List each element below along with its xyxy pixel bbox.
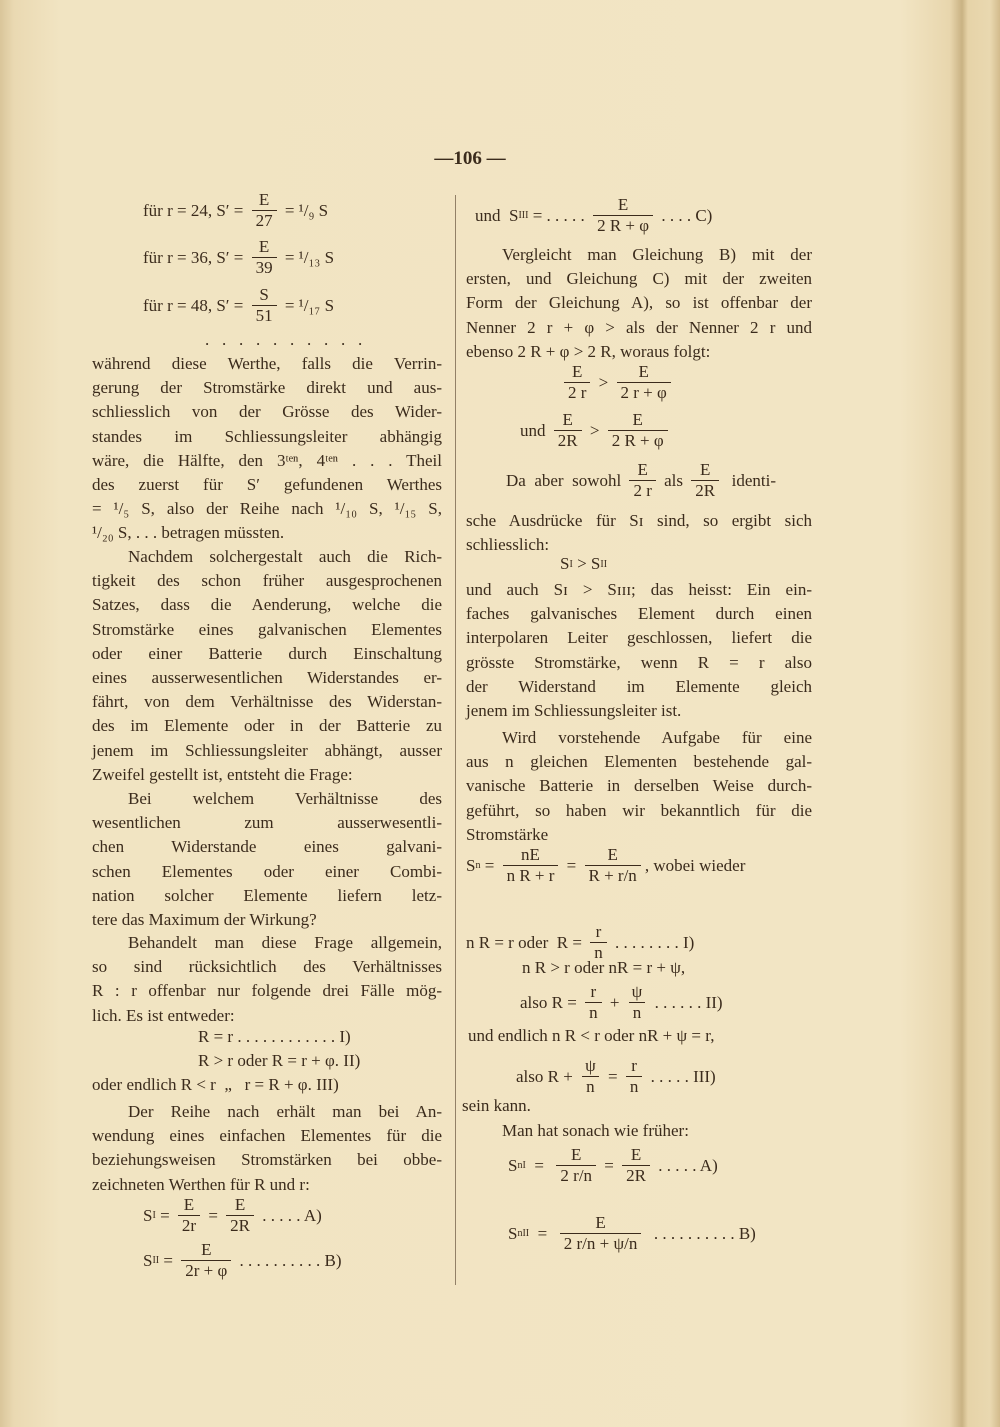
text-line: Wird vorstehende Aufgabe für eine [502, 728, 812, 747]
formula-text: identi- [723, 470, 776, 490]
fraction [252, 190, 277, 231]
text-line: so sind rücksichtlich des Verhältnisses [92, 957, 442, 977]
text-line: des im Elemente oder in der Batterie zu [92, 716, 442, 736]
subscript: nI [517, 1160, 526, 1171]
fraction [593, 195, 653, 236]
formula-text: > S [572, 554, 601, 573]
formula-text: S [466, 855, 476, 875]
text-line: wäre, die Hälfte, den 3ᵗᵉⁿ, 4ᵗᵉⁿ . . . Theil [92, 450, 442, 470]
denominator: 2 r/n [556, 1165, 596, 1186]
numerator: E [637, 460, 648, 479]
paragraph [466, 509, 812, 557]
denominator: 2 r + φ [617, 382, 671, 403]
formula-text: = [603, 1066, 622, 1086]
numerator: E [617, 195, 629, 214]
fraction [556, 1145, 596, 1186]
text-line: jenem im Schliessungsleiter ist. [466, 700, 682, 720]
text-line: grösste Stromstärke, wenn R = r also [466, 652, 812, 672]
formula-text: für r = 36, S′ = [143, 247, 248, 267]
denominator: 2 r/n + ψ/n [560, 1233, 642, 1254]
denominator: 2 R + φ [608, 430, 668, 451]
text-line: schliesslich von der Grösse des Wider- [92, 402, 442, 422]
numerator: E [607, 845, 618, 864]
text-line: Satzes, dass die Aenderung, welche die [92, 595, 442, 615]
formula-text: = [155, 1205, 174, 1225]
text-line: faches galvanisches Element durch einen [466, 604, 812, 624]
formula [475, 195, 712, 236]
formula-text: = [525, 1155, 553, 1175]
formula [468, 1026, 714, 1046]
column-divider [455, 195, 456, 1285]
paragraph [92, 352, 442, 546]
formula-text: . . . . . . II) [650, 992, 723, 1012]
formula-text: für r = 24, S′ = [143, 200, 248, 220]
paragraph [92, 1100, 442, 1197]
numerator: E [258, 237, 270, 256]
denominator: 2 r [629, 480, 655, 501]
numerator: E [571, 1145, 582, 1164]
numerator: E [699, 460, 711, 479]
formula-text: S [143, 1205, 153, 1225]
fraction [585, 982, 602, 1023]
denominator: n R + r [503, 865, 559, 886]
text-line: standes im Schliessungsleiter abhängig [92, 426, 442, 446]
numerator: E [201, 1240, 212, 1259]
numerator: E [258, 190, 270, 209]
text-line: schliesslich: [466, 535, 550, 555]
numerator: E [183, 1195, 195, 1214]
numerator: r [595, 922, 602, 941]
formula-text: = ¹/₁₇ S [280, 295, 335, 315]
formula [143, 190, 328, 231]
formula-text: und endlich n R < r oder nR + ψ = r, [468, 1026, 715, 1045]
formula-text: , wobei wieder [644, 855, 746, 875]
numerator: r [590, 982, 597, 1001]
text-line: ersten, und Gleichung C) mit der zweiten [466, 269, 812, 289]
text-line: schen Elementes oder einer Combi- [92, 861, 442, 881]
text-line: Man hat sonach wie früher: [502, 1121, 689, 1140]
formula-text: also R + [516, 1066, 578, 1086]
fraction [564, 362, 590, 403]
text-line: und auch Sɪ > Sɪɪɪ; das heisst: Ein ein- [466, 580, 812, 599]
formula [516, 1056, 716, 1097]
text-line: nation solcher Elemente liefern letz- [92, 885, 442, 905]
fraction [252, 285, 277, 326]
fraction [560, 1213, 642, 1254]
denominator: n [629, 1002, 646, 1023]
numerator: S [259, 285, 269, 304]
formula-text: = [529, 1223, 556, 1243]
formula-text: . . . . . . . . . . B) [235, 1250, 342, 1270]
fraction [178, 1195, 200, 1236]
numerator: ψ [631, 982, 643, 1001]
denominator: n [582, 1076, 599, 1097]
text-line: gerung der Stromstärke direkt und aus- [92, 378, 442, 398]
text-line: sche Ausdrücke für Sɪ sind, so ergibt sich [466, 511, 812, 530]
denominator: 2R [554, 430, 582, 451]
formula [508, 1145, 718, 1186]
fraction [628, 982, 647, 1023]
subscript: III [518, 210, 529, 221]
text-line: vanische Batterie in derselben Weise durch- [466, 776, 812, 796]
fraction [622, 1145, 650, 1186]
formula [143, 1195, 322, 1236]
text-line: jenem im Schliessungsleiter abhängt, ausser [92, 740, 442, 760]
text-line: beziehungsweisen Stromstärken bei obbe- [92, 1150, 442, 1170]
fraction [629, 460, 655, 501]
text-line: Vergleicht man Gleichung B) mit der [502, 245, 812, 264]
formula [520, 410, 672, 451]
text-line: wendung eines einfachen Elementes für die [92, 1126, 442, 1146]
formula-text: . . . . . III) [646, 1066, 716, 1086]
subscript: I [152, 1210, 156, 1221]
formula-text: + [605, 992, 624, 1012]
formula-text: als [659, 470, 688, 490]
denominator: 51 [252, 305, 277, 326]
formula-text: und [520, 420, 550, 440]
text-line: eines ausserwesentlichen Widerstandes er- [92, 667, 442, 687]
subscript: nII [517, 1228, 530, 1239]
formula-text: n R = r oder R = [466, 932, 587, 952]
fraction [554, 410, 582, 451]
text-line: zeichneten Werthen für R und r: [92, 1174, 310, 1194]
text-line: lich. Es ist entweder: [92, 1005, 235, 1025]
formula-text: = ¹/₁₃ S [280, 247, 335, 267]
text-line: Behandelt man diese Frage allgemein, [128, 933, 442, 952]
text-line: chen Widerstande eines galvani- [92, 837, 442, 857]
formula-text: = ¹/₉ S [280, 200, 329, 220]
fraction [581, 1056, 600, 1097]
text-line: sein kann. [462, 1096, 531, 1115]
formula-text: . . . . C) [657, 205, 713, 225]
denominator: n [585, 1002, 602, 1023]
text-line: Stromstärke [466, 824, 549, 844]
formula [522, 958, 685, 978]
paragraph [92, 545, 442, 787]
text-line: Form der Gleichung A), so ist offenbar der [466, 293, 812, 313]
fraction [226, 1195, 254, 1236]
text-line: tere das Maximum der Wirkung? [92, 909, 317, 929]
formula-text: n R > r oder nR = r + ψ, [522, 958, 686, 977]
formula-text: also R = [520, 992, 582, 1012]
paragraph [462, 1094, 808, 1118]
denominator: 2r + φ [181, 1260, 231, 1281]
formula-text: R = r . . . . . . . . . . . . I) [198, 1027, 351, 1046]
denominator: 2R [622, 1165, 650, 1186]
formula-text: = [480, 855, 499, 875]
formula-text: > [585, 420, 604, 440]
formula-text: R > r oder R = r + φ. II) [198, 1051, 361, 1070]
text-line: des zuerst für S′ gefundenen Werthes [92, 474, 442, 494]
text-line: Der Reihe nach erhält man bei An- [128, 1102, 442, 1121]
formula-text: . . . . . . . . . . [205, 330, 363, 349]
subscript: II [600, 558, 608, 570]
text-line: wesentlichen zum ausserwesentli- [92, 813, 442, 833]
formula [520, 982, 723, 1023]
formula-text: S [560, 554, 570, 573]
text-line: fährt, von dem Verhältnisse des Widerstan- [92, 692, 442, 712]
fraction [181, 1240, 231, 1281]
formula-text: = [600, 1155, 619, 1175]
formula [143, 1240, 342, 1281]
fraction [585, 845, 641, 886]
text-line: Zweifel gestellt ist, entsteht die Frage: [92, 764, 353, 784]
denominator: 27 [252, 210, 277, 231]
text-line: Stromstärke eines galvanischen Elementes [92, 619, 442, 639]
formula-text: S [143, 1250, 153, 1270]
denominator: n [626, 1076, 643, 1097]
formula-text: . . . . . . . . . . B) [645, 1223, 756, 1243]
formula-text: = [204, 1205, 223, 1225]
text-line: während diese Werthe, falls die Verrin- [92, 354, 442, 373]
paragraph [92, 787, 442, 932]
formula [92, 1075, 339, 1095]
paragraph [92, 931, 442, 1028]
text-line: ebenso 2 R + φ > 2 R, woraus folgt: [466, 341, 711, 361]
paragraph [466, 243, 812, 364]
text-line: geführt, so haben wir bekanntlich für die [466, 800, 812, 820]
fraction [590, 922, 607, 963]
denominator: 2R [691, 480, 719, 501]
subscript: n [475, 860, 481, 871]
text-line: oder einer Batterie durch Einschaltung [92, 643, 442, 663]
numerator: E [638, 362, 649, 381]
formula-text: = [562, 855, 581, 875]
denominator: 2 R + φ [593, 215, 653, 236]
formula [143, 237, 334, 278]
formula [198, 1051, 360, 1071]
formula-text: . . . . . A) [653, 1155, 718, 1175]
formula-text: für r = 48, S′ = [143, 295, 248, 315]
denominator: 2R [226, 1215, 254, 1236]
numerator: r [631, 1056, 637, 1075]
fraction [503, 845, 559, 886]
fraction [691, 460, 719, 501]
fraction [617, 362, 671, 403]
paragraph [466, 578, 812, 723]
paragraph [466, 726, 812, 847]
text-line: ¹/₂₀ S, . . . betragen müssten. [92, 523, 285, 543]
denominator: R + r/n [585, 865, 641, 886]
formula [560, 554, 607, 574]
denominator: 2r [178, 1215, 200, 1236]
formula-text: = [159, 1250, 178, 1270]
paragraph [502, 1119, 802, 1143]
formula [508, 1213, 756, 1254]
text-line: tigkeit des schon früher ausgesprochenen [92, 571, 442, 591]
numerator: E [632, 410, 643, 429]
formula [560, 362, 675, 403]
numerator: nE [521, 845, 540, 864]
numerator: E [595, 1213, 606, 1232]
denominator: 39 [252, 257, 277, 278]
formula-text: und S [475, 205, 519, 225]
fraction [252, 237, 277, 278]
formula-text: Da aber sowohl [506, 470, 626, 490]
text-line: Nenner 2 r + φ > als der Nenner 2 r und [466, 317, 812, 337]
formula-text: S [508, 1223, 518, 1243]
numerator: E [572, 362, 583, 381]
formula-text: S [508, 1155, 518, 1175]
formula-text: . . . . . A) [258, 1205, 322, 1225]
subscript: I [569, 558, 573, 570]
formula [506, 460, 776, 501]
formula [466, 922, 694, 963]
formula-text: oder endlich R < r „ r = R + φ. III) [92, 1075, 339, 1094]
fraction [626, 1056, 643, 1097]
denominator: n [590, 942, 607, 963]
numerator: ψ [585, 1056, 596, 1075]
page-number: —106 — [434, 148, 506, 169]
subscript: II [152, 1255, 160, 1266]
text-line: R : r offenbar nur folgende drei Fälle mög- [92, 981, 442, 1001]
formula-text: . . . . . . . . I) [610, 932, 695, 952]
fraction [608, 410, 668, 451]
formula-text: > [594, 372, 613, 392]
numerator: E [234, 1195, 246, 1214]
numerator: E [562, 410, 573, 429]
formula-ellipsis [205, 330, 362, 350]
text-line: der Widerstand im Elemente gleich [466, 676, 812, 696]
text-line: aus n gleichen Elementen bestehende gal- [466, 752, 812, 772]
text-line: Bei welchem Verhältnisse des [128, 789, 442, 808]
text-line: Nachdem solchergestalt auch die Rich- [128, 547, 442, 566]
formula [143, 285, 334, 326]
text-line: = ¹/₅ S, also der Reihe nach ¹/₁₀ S, ¹/₁₅ S, [92, 499, 442, 519]
denominator: 2 r [564, 382, 590, 403]
formula [466, 845, 745, 886]
formula [198, 1027, 351, 1047]
formula-text: = . . . . . [528, 205, 590, 225]
numerator: E [630, 1145, 642, 1164]
text-line: interpolaren Leiter geschlossen, liefert die [466, 628, 812, 648]
